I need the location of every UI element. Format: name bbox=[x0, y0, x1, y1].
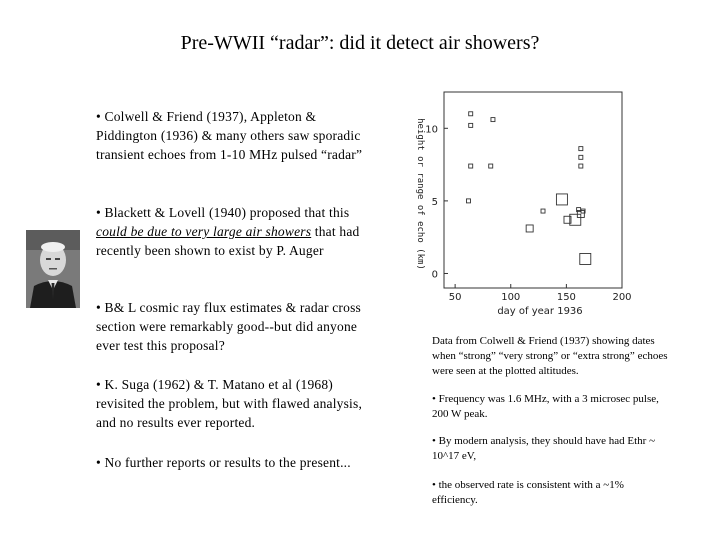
note-efficiency: • the observed rate is consistent with a ~1% efficiency. bbox=[432, 479, 624, 506]
portrait-photo bbox=[26, 230, 80, 308]
note-data-source: Data from Colwell & Friend (1937) showing dates when “strong” “very strong” or “extra strong” echoes were seen at the plotted altitudes. bbox=[432, 335, 668, 377]
x-tick-label: 150 bbox=[556, 292, 576, 303]
y-tick-label: 10 bbox=[425, 124, 438, 136]
bullet-flux-estimates: • B& L cosmic ray flux estimates & radar cross section were remarkably good--but did anyone ever test this proposal? bbox=[96, 300, 361, 353]
bullet-text: • Blackett & Lovell (1940) proposed that this bbox=[96, 205, 350, 220]
slide-title: Pre-WWII “radar”: did it detect air showers? bbox=[180, 32, 540, 54]
y-tick-label: 0 bbox=[431, 269, 438, 281]
y-tick-label: 5 bbox=[431, 196, 438, 208]
x-tick-label: 50 bbox=[448, 292, 462, 303]
portrait-image bbox=[26, 230, 80, 308]
note-energy-threshold: • By modern analysis, they should have had Ethr ~ 10^17 eV, bbox=[432, 435, 656, 462]
x-tick-label: 200 bbox=[612, 292, 632, 303]
bullet-text: that had recently been shown to exist by P. Auger bbox=[96, 224, 360, 258]
bullet-blackett-lovell bbox=[96, 203, 371, 260]
y-axis-label: height or range of echo (km) bbox=[415, 118, 425, 270]
emphasized-phrase: could be due to very large air showers bbox=[96, 224, 312, 239]
note-frequency: • Frequency was 1.6 MHz, with a 3 microsec pulse, 200 W peak. bbox=[432, 393, 659, 420]
bullet-prewar-echoes: • Colwell & Friend (1937), Appleton & Piddington (1936) & many others saw sporadic transient echoes from 1-10 MHz pulsed “radar” bbox=[96, 109, 363, 162]
plot-frame bbox=[444, 92, 622, 288]
bullet-no-further-reports: • No further reports or results to the present... bbox=[96, 455, 351, 470]
x-tick-label: 100 bbox=[501, 292, 521, 303]
x-axis-label: day of year 1936 bbox=[497, 306, 583, 317]
echo-height-chart bbox=[402, 84, 642, 324]
bullet-suga-matano: • K. Suga (1962) & T. Matano et al (1968) revisited the problem, but with flawed analysis, and no results ever reported. bbox=[96, 377, 363, 430]
